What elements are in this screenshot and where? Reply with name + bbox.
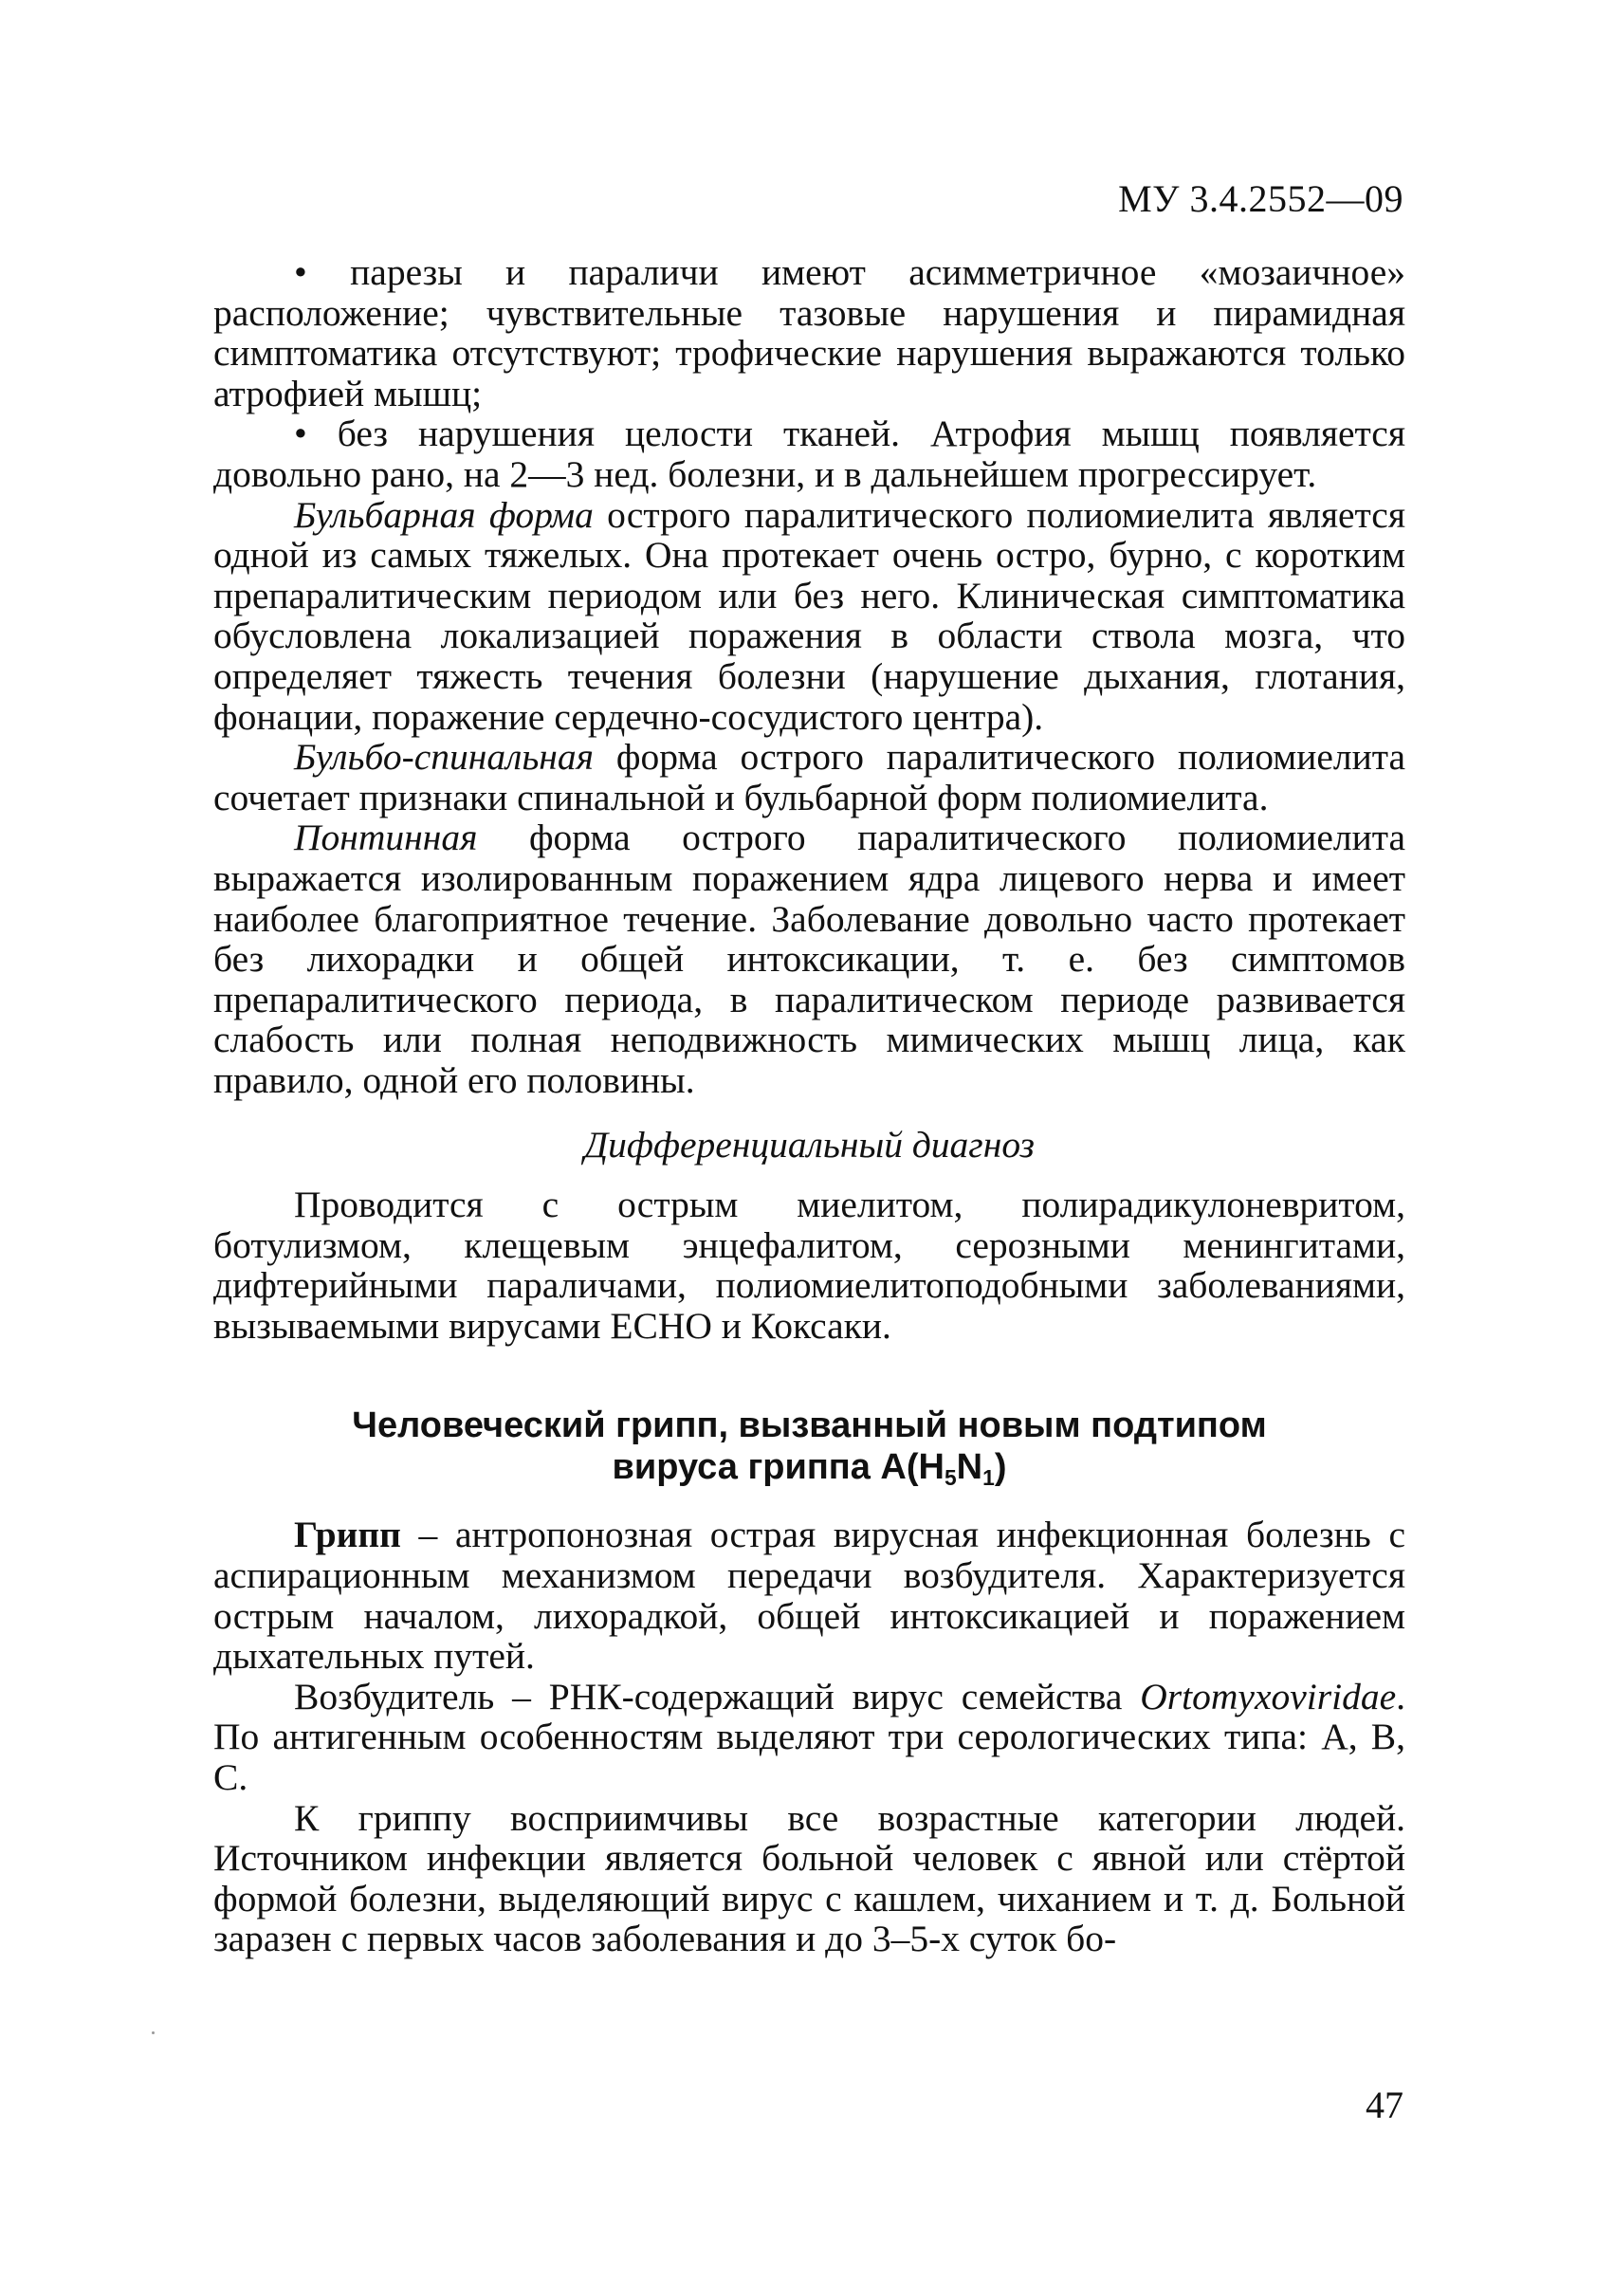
section-title-line-2 (213, 1446, 1405, 1491)
document-code-header: МУ 3.4.2552—09 (1118, 177, 1403, 220)
term-orthomyxoviridae: Ortomyxoviridae (1140, 1675, 1397, 1717)
influenza-definition-text: – антропонозная острая вирусная инфекционная болезнь с аспирационным механизмом передачи возбудителя. Характеризуется острым началом, лихорадкой, общей интоксикацией и поражением дыхательных путей. (213, 1514, 1405, 1678)
section-title-line-1: Человеческий грипп, вызванный новым подтипом (352, 1405, 1267, 1446)
paragraph-influenza-definition (213, 1515, 1405, 1676)
bulbospinal-form-text: форма острого паралитического полиомиелита сочетает признаки спинальной и бульбарной форм полиомиелита. (213, 736, 1405, 818)
pontine-form-text: форма острого паралитического полиомиелита выражается изолированным поражением ядра лицевого нерва и имеет наиболее благоприятное течение. Заболевание довольно часто протекает без лихорадки и общей интоксикации, т. е. без симптомов препаралитического периода, в паралитическом периоде развивается слабость или полная неподвижность мимических мышц лица, как правило, одной его половины. (213, 817, 1405, 1101)
paragraph-bulbar-form (213, 495, 1405, 738)
paragraph-pathogen (213, 1677, 1405, 1798)
bulbar-form-text: острого паралитического полиомиелита является одной из самых тяжелых. Она протекает очень остро, бурно, с коротким препаралитическим периодом или без него. Клиническая симптоматика обусловлена локализацией поражения в области ствола мозга, что определяет тяжесть течения болезни (нарушение дыхания, глотания, фонации, поражение сердечно-сосудистого центра). (213, 493, 1405, 738)
subscript-n: 1 (982, 1465, 995, 1491)
pathogen-text-start: Возбудитель – РНК-содержащий вирус семейства (294, 1675, 1141, 1717)
section-title-line-2-text: вируса гриппа A(H (612, 1447, 945, 1488)
section-title-influenza (213, 1405, 1405, 1491)
paragraph-differential-diagnosis: Проводится с острым миелитом, полирадикулоневритом, ботулизмом, клещевым энцефалитом, серозными менингитами, дифтерийными параличами, полиомиелитоподобными заболеваниями, вызываемыми вирусами ЕСНО и Коксаки. (213, 1184, 1405, 1347)
subscript-h: 5 (944, 1465, 957, 1491)
term-bulbospinal-form: Бульбо-спинальная (294, 736, 595, 779)
term-influenza: Грипп (294, 1514, 401, 1556)
subheading-differential-diagnosis: Дифференциальный диагноз (584, 1124, 1035, 1166)
margin-speck (152, 2031, 155, 2034)
page-number: 47 (1366, 2084, 1403, 2126)
body-text (213, 252, 1405, 1959)
paragraph-bulbospinal-form (213, 737, 1405, 817)
paragraph-atrophy-bullet: • без нарушения целости тканей. Атрофия мышц появляется довольно рано, на 2—3 нед. болезни, и в дальнейшем прогрессирует. (213, 413, 1405, 495)
term-bulbar-form: Бульбарная форма (294, 493, 594, 536)
section-title-n: N (956, 1447, 983, 1488)
term-pontine-form: Понтинная (294, 817, 478, 859)
paragraph-pontine-form (213, 817, 1405, 1100)
section-title-close: ) (994, 1447, 1007, 1488)
pathogen-text-end: . По антигенным особенностям выделяют три серологических типа: А, В, С. (213, 1675, 1405, 1798)
paragraph-paresis-bullet: • парезы и параличи имеют асимметричное «мозаичное» расположение; чувствительные тазовые нарушения и пирамидная симптоматика отсутствуют; трофические нарушения выражаются только атрофией мышц; (213, 251, 1405, 414)
paragraph-susceptibility: К гриппу восприимчивы все возрастные категории людей. Источником инфекции является больной человек с явной или стёртой формой болезни, выделяющий вирус с кашлем, чиханием и т. д. Больной заразен с первых часов заболевания и до 3–5-х суток бо- (213, 1796, 1405, 1960)
